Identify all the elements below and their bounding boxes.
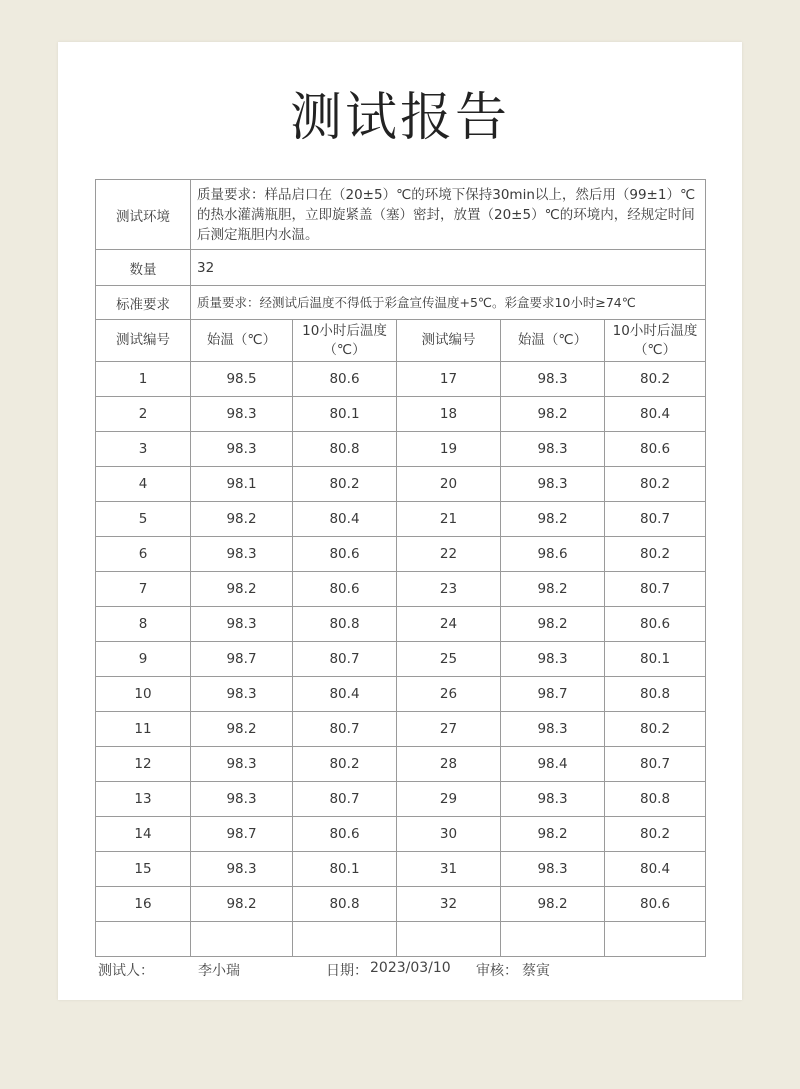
table-row <box>96 607 706 642</box>
temp-after-10h-cell: 80.8 <box>293 607 397 642</box>
test-id-cell: 9 <box>96 642 191 677</box>
table-row <box>96 782 706 817</box>
table-row <box>96 642 706 677</box>
initial-temp-cell: 98.2 <box>501 572 605 607</box>
empty-cell <box>293 922 397 957</box>
temp-after-10h-cell: 80.8 <box>605 677 706 712</box>
report-paper <box>58 42 742 1000</box>
initial-temp-cell: 98.2 <box>501 502 605 537</box>
initial-temp-cell: 98.3 <box>191 537 293 572</box>
temp-after-10h-cell: 80.6 <box>293 362 397 397</box>
temp-after-10h-cell: 80.2 <box>605 537 706 572</box>
empty-cell <box>397 922 501 957</box>
temp-after-10h-cell: 80.4 <box>293 502 397 537</box>
test-id-cell: 27 <box>397 712 501 747</box>
initial-temp-cell: 98.3 <box>191 677 293 712</box>
test-id-cell: 3 <box>96 432 191 467</box>
initial-temp-cell: 98.2 <box>191 887 293 922</box>
table-row <box>96 432 706 467</box>
test-id-cell: 23 <box>397 572 501 607</box>
env-label: 测试环境 <box>96 180 191 250</box>
header-cell: 10小时后温度（℃） <box>293 320 397 362</box>
temp-after-10h-cell: 80.4 <box>605 397 706 432</box>
test-id-cell: 21 <box>397 502 501 537</box>
initial-temp-cell: 98.3 <box>501 642 605 677</box>
standard-text: 质量要求：经测试后温度不得低于彩盒宣传温度+5℃。彩盒要求10小时≥74℃ <box>191 286 706 320</box>
header-cell: 测试编号 <box>397 320 501 362</box>
initial-temp-cell: 98.6 <box>501 537 605 572</box>
table-row <box>96 677 706 712</box>
temp-after-10h-cell: 80.4 <box>605 852 706 887</box>
tester-name: 李小瑞 <box>198 963 240 979</box>
test-id-cell: 18 <box>397 397 501 432</box>
empty-cell <box>191 922 293 957</box>
temp-after-10h-cell: 80.2 <box>293 467 397 502</box>
initial-temp-cell: 98.7 <box>191 817 293 852</box>
temp-after-10h-cell: 80.2 <box>605 362 706 397</box>
env-row <box>96 180 706 250</box>
date-label: 日期： <box>326 963 368 979</box>
initial-temp-cell: 98.7 <box>191 642 293 677</box>
test-id-cell: 4 <box>96 467 191 502</box>
test-id-cell: 25 <box>397 642 501 677</box>
temp-after-10h-cell: 80.2 <box>605 467 706 502</box>
test-id-cell: 14 <box>96 817 191 852</box>
initial-temp-cell: 98.3 <box>501 467 605 502</box>
table-row <box>96 362 706 397</box>
test-id-cell: 16 <box>96 887 191 922</box>
temp-after-10h-cell: 80.6 <box>605 887 706 922</box>
temp-after-10h-cell: 80.6 <box>605 432 706 467</box>
initial-temp-cell: 98.2 <box>191 502 293 537</box>
table-row <box>96 502 706 537</box>
test-id-cell: 24 <box>397 607 501 642</box>
test-id-cell: 22 <box>397 537 501 572</box>
test-id-cell: 17 <box>397 362 501 397</box>
initial-temp-cell: 98.2 <box>191 712 293 747</box>
initial-temp-cell: 98.3 <box>191 852 293 887</box>
temp-after-10h-cell: 80.6 <box>293 572 397 607</box>
temp-after-10h-cell: 80.7 <box>293 712 397 747</box>
tester-label: 测试人： <box>98 963 154 979</box>
temp-after-10h-cell: 80.7 <box>605 502 706 537</box>
table-row <box>96 887 706 922</box>
table-header-row <box>96 320 706 362</box>
initial-temp-cell: 98.3 <box>191 782 293 817</box>
quantity-label: 数量 <box>96 250 191 286</box>
temp-after-10h-cell: 80.7 <box>605 747 706 782</box>
temp-after-10h-cell: 80.2 <box>605 712 706 747</box>
test-id-cell: 5 <box>96 502 191 537</box>
date-value: 2023/03/10 <box>370 960 451 976</box>
empty-row <box>96 922 706 957</box>
initial-temp-cell: 98.2 <box>501 817 605 852</box>
test-id-cell: 11 <box>96 712 191 747</box>
test-report-table <box>95 179 706 957</box>
test-id-cell: 12 <box>96 747 191 782</box>
quantity-row <box>96 250 706 286</box>
test-id-cell: 1 <box>96 362 191 397</box>
header-cell: 测试编号 <box>96 320 191 362</box>
empty-cell <box>605 922 706 957</box>
test-id-cell: 10 <box>96 677 191 712</box>
test-id-cell: 20 <box>397 467 501 502</box>
initial-temp-cell: 98.7 <box>501 677 605 712</box>
test-id-cell: 7 <box>96 572 191 607</box>
initial-temp-cell: 98.3 <box>191 432 293 467</box>
initial-temp-cell: 98.3 <box>191 607 293 642</box>
initial-temp-cell: 98.3 <box>501 782 605 817</box>
empty-cell <box>96 922 191 957</box>
temp-after-10h-cell: 80.6 <box>293 817 397 852</box>
initial-temp-cell: 98.2 <box>501 887 605 922</box>
table-row <box>96 817 706 852</box>
table-row <box>96 537 706 572</box>
table-row <box>96 852 706 887</box>
test-id-cell: 6 <box>96 537 191 572</box>
test-id-cell: 26 <box>397 677 501 712</box>
table-row <box>96 747 706 782</box>
empty-cell <box>501 922 605 957</box>
header-cell: 始温（℃） <box>501 320 605 362</box>
temp-after-10h-cell: 80.4 <box>293 677 397 712</box>
standard-row <box>96 286 706 320</box>
initial-temp-cell: 98.3 <box>501 362 605 397</box>
header-cell: 始温（℃） <box>191 320 293 362</box>
temp-after-10h-cell: 80.8 <box>293 432 397 467</box>
temp-after-10h-cell: 80.2 <box>605 817 706 852</box>
initial-temp-cell: 98.3 <box>501 712 605 747</box>
test-id-cell: 2 <box>96 397 191 432</box>
table-row <box>96 467 706 502</box>
temp-after-10h-cell: 80.1 <box>605 642 706 677</box>
reviewer-name: 蔡寅 <box>522 963 550 979</box>
temp-after-10h-cell: 80.8 <box>605 782 706 817</box>
test-id-cell: 28 <box>397 747 501 782</box>
test-id-cell: 31 <box>397 852 501 887</box>
table-row <box>96 712 706 747</box>
temp-after-10h-cell: 80.7 <box>293 642 397 677</box>
test-id-cell: 13 <box>96 782 191 817</box>
test-id-cell: 30 <box>397 817 501 852</box>
temp-after-10h-cell: 80.2 <box>293 747 397 782</box>
env-text: 质量要求：样品启口在（20±5）℃的环境下保持30min以上，然后用（99±1）℃的热水灌满瓶胆，立即旋紧盖（塞）密封，放置（20±5）℃的环境内，经规定时间后测定瓶胆内水温。 <box>191 180 706 250</box>
initial-temp-cell: 98.4 <box>501 747 605 782</box>
initial-temp-cell: 98.3 <box>191 747 293 782</box>
test-id-cell: 15 <box>96 852 191 887</box>
table-row <box>96 572 706 607</box>
header-cell: 10小时后温度（℃） <box>605 320 706 362</box>
initial-temp-cell: 98.3 <box>191 397 293 432</box>
temp-after-10h-cell: 80.1 <box>293 852 397 887</box>
temp-after-10h-cell: 80.1 <box>293 397 397 432</box>
reviewer-label: 审核： <box>476 963 518 979</box>
quantity-value: 32 <box>191 250 706 286</box>
temp-after-10h-cell: 80.7 <box>293 782 397 817</box>
temp-after-10h-cell: 80.8 <box>293 887 397 922</box>
temp-after-10h-cell: 80.6 <box>605 607 706 642</box>
initial-temp-cell: 98.3 <box>501 432 605 467</box>
test-id-cell: 19 <box>397 432 501 467</box>
table-row <box>96 397 706 432</box>
test-id-cell: 29 <box>397 782 501 817</box>
initial-temp-cell: 98.1 <box>191 467 293 502</box>
initial-temp-cell: 98.5 <box>191 362 293 397</box>
standard-label: 标准要求 <box>96 286 191 320</box>
initial-temp-cell: 98.3 <box>501 852 605 887</box>
test-id-cell: 8 <box>96 607 191 642</box>
test-id-cell: 32 <box>397 887 501 922</box>
initial-temp-cell: 98.2 <box>191 572 293 607</box>
page-title: 测试报告 <box>289 88 510 148</box>
initial-temp-cell: 98.2 <box>501 397 605 432</box>
initial-temp-cell: 98.2 <box>501 607 605 642</box>
temp-after-10h-cell: 80.6 <box>293 537 397 572</box>
temp-after-10h-cell: 80.7 <box>605 572 706 607</box>
